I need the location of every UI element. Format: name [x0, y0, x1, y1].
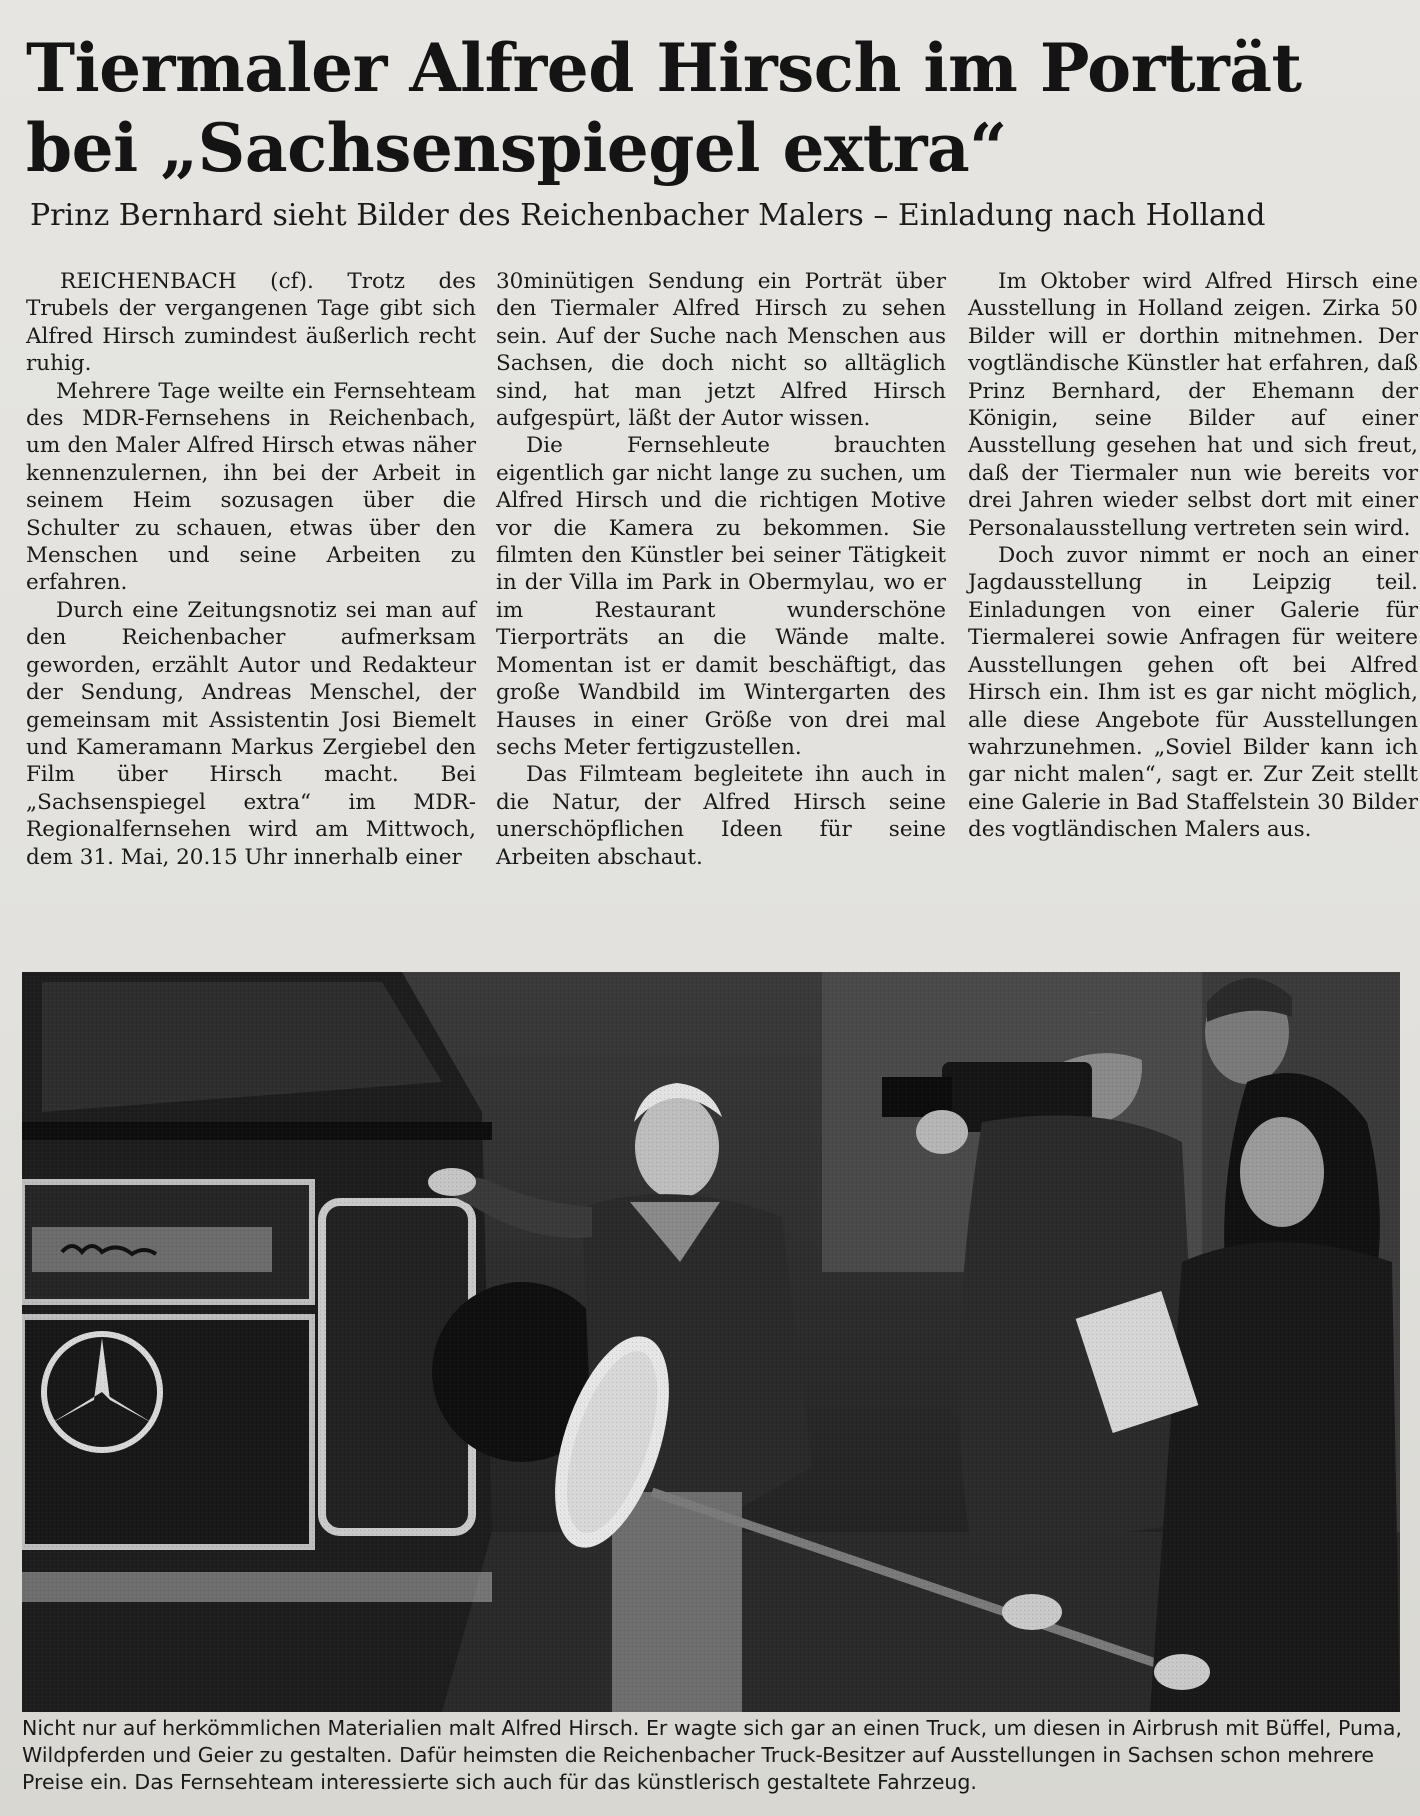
article-photo [22, 972, 1400, 1712]
paragraph: Im Oktober wird Alfred Hirsch eine Ausstellung in Holland zeigen. Zirka 50 Bilder will er dorthin mitnehmen. Der vogtländische Künstler hat erfahren, daß Prinz Bernhard, der Ehemann der Königin, seine Bilder auf einer Ausstellung gesehen hat und sich freut, daß der Tiermaler nun wie bereits vor drei Jahren wieder selbst dort mit einer Personalausstellung vertreten sein wird. [968, 269, 1418, 541]
headline-line-1: Tiermaler Alfred Hirsch im Porträt [26, 29, 1302, 107]
paragraph: Die Fernsehleute brauchten eigentlich gar nicht lange zu suchen, um Alfred Hirsch und die richtigen Motive vor die Kamera zu bekommen. Sie filmten den Künstler bei seiner Tätigkeit in der Villa im Park in Obermylau, wo er im Restaurant wunderschöne Tierporträts an die Wände malte. Momentan ist er damit beschäftigt, das große Wandbild im Wintergarten des Hauses in einer Größe von drei mal sechs Meter fertigzustellen. [496, 433, 946, 760]
paragraph: Das Filmteam begleitete ihn auch in die Natur, der Alfred Hirsch seine unerschöpflichen Ideen für seine Arbeiten abschaut. [496, 762, 946, 870]
photo-caption: Nicht nur auf herkömmlichen Materialien malt Alfred Hirsch. Er wagte sich gar an einen Truck, um diesen in Airbrush mit Büffel, Puma, Wildpferden und Geier zu gestalten. Dafür heimsten die Reichenbacher Truck-Besitzer auf Ausstellungen in Sachsen schon mehrere Preise ein. Das Fernsehteam interessierte sich auch für das künstlerisch gestaltete Fahrzeug. [22, 1716, 1402, 1794]
article-headline [26, 28, 1396, 188]
photo-illustration [22, 972, 1400, 1712]
article-column-2 [496, 268, 946, 924]
article-column-3 [968, 268, 1418, 924]
paragraph: REICHENBACH (cf). Trotz des Trubels der vergangenen Tage gibt sich Alfred Hirsch zumindest äußerlich recht ruhig. [26, 269, 476, 377]
paragraph: Durch eine Zeitungsnotiz sei man auf den Reichenbacher aufmerksam geworden, erzählt Autor und Redakteur der Sendung, Andreas Menschel, der gemeinsam mit Assistentin Josi Biemelt und Kameramann Markus Zergiebel den Film über Hirsch macht. Bei „Sachsenspiegel extra“ im MDR-Regionalfernsehen wird am Mittwoch, dem 31. Mai, 20.15 Uhr innerhalb einer [26, 597, 476, 870]
paragraph: Mehrere Tage weilte ein Fernsehteam des MDR-Fernsehens in Reichenbach, um den Maler Alfred Hirsch etwas näher kennenzulernen, ihn bei der Arbeit in seinem Heim sozusagen über die Schulter zu schauen, etwas über den Menschen und seine Arbeiten zu erfahren. [26, 378, 476, 596]
article-body [26, 268, 1418, 924]
article-column-1 [26, 268, 476, 924]
paragraph: Doch zuvor nimmt er noch an einer Jagdausstellung in Leipzig teil. Einladungen von einer Galerie für Tiermalerei sowie Anfragen für weitere Ausstellungen gehen oft bei Alfred Hirsch ein. Ihm ist es gar nicht möglich, alle diese Angebote für Ausstellungen wahrzunehmen. „Soviel Bilder kann ich gar nicht malen“, sagt er. Zur Zeit stellt eine Galerie in Bad Staffelstein 30 Bilder des vogtländischen Malers aus. [968, 543, 1418, 843]
paragraph: 30minütigen Sendung ein Porträt über den Tiermaler Alfred Hirsch zu sehen sein. Auf der Suche nach Menschen aus Sachsen, die doch nicht so alltäglich sind, hat man jetzt Alfred Hirsch aufgespürt, läßt der Autor wissen. [496, 269, 946, 432]
headline-line-2: bei „Sachsenspiegel extra“ [26, 109, 1007, 187]
article-subheadline: Prinz Bernhard sieht Bilder des Reichenbacher Malers – Einladung nach Holland [30, 198, 1266, 233]
